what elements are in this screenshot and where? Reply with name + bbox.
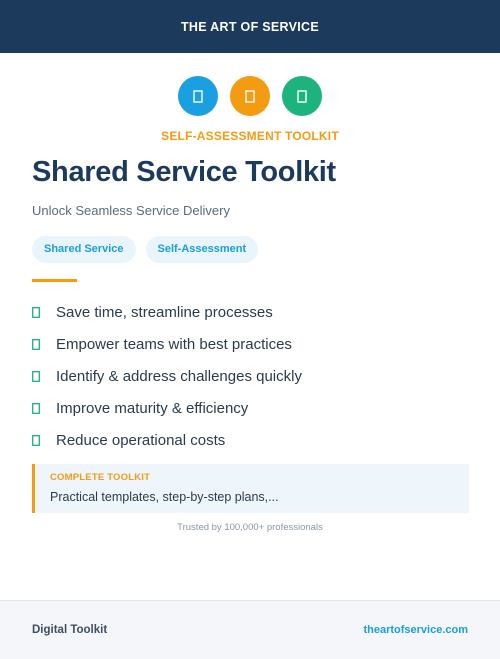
kicker-label: SELF-ASSESSMENT TOOLKIT <box>161 129 339 143</box>
check-icon <box>32 371 40 382</box>
check-icon <box>32 339 40 350</box>
green-badge-icon <box>282 76 322 116</box>
icon-row <box>0 76 500 116</box>
orange-badge-icon <box>230 76 270 116</box>
feature-text: Improve maturity & efficiency <box>56 399 249 417</box>
check-icon <box>32 435 40 446</box>
feature-item <box>32 296 302 328</box>
feature-list <box>32 296 302 456</box>
feature-item <box>32 424 302 456</box>
feature-text: Reduce operational costs <box>56 431 226 449</box>
toolkit-callout <box>32 464 469 513</box>
page-title: Shared Service Toolkit <box>32 156 336 188</box>
check-icon <box>32 403 40 414</box>
callout-label: COMPLETE TOOLKIT <box>50 472 151 483</box>
feature-text: Empower teams with best practices <box>56 335 292 353</box>
callout-text: Practical templates, step-by-step plans,... <box>50 490 279 504</box>
feature-item <box>32 392 302 424</box>
check-icon <box>32 307 40 318</box>
tag-list <box>32 236 258 263</box>
feature-item <box>32 328 302 360</box>
accent-divider <box>32 279 77 282</box>
header-bar <box>0 0 500 53</box>
feature-text: Identify & address challenges quickly <box>56 367 302 385</box>
tag-self-assessment[interactable]: Self-Assessment <box>146 236 259 263</box>
brand-title: THE ART OF SERVICE <box>180 19 320 34</box>
blue-badge-icon <box>178 76 218 116</box>
feature-text: Save time, streamline processes <box>56 303 273 321</box>
tag-shared-service[interactable]: Shared Service <box>32 236 136 263</box>
page-subtitle: Unlock Seamless Service Delivery <box>32 203 230 218</box>
footer-label: Digital Toolkit <box>32 624 108 636</box>
trust-line: Trusted by 100,000+ professionals <box>177 522 323 533</box>
feature-item <box>32 360 302 392</box>
footer-bar <box>0 600 500 659</box>
website-link[interactable]: theartofservice.com <box>363 624 468 636</box>
